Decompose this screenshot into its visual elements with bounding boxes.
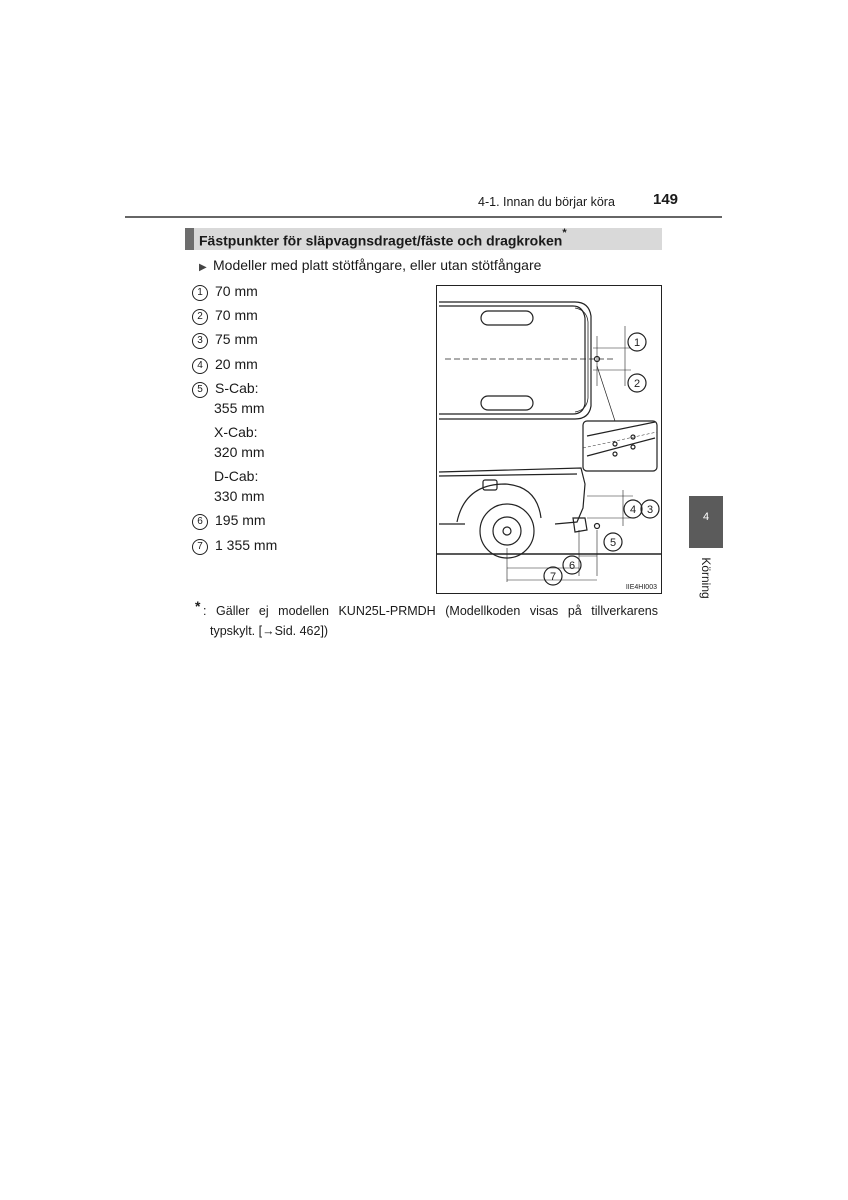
subheading <box>199 257 541 273</box>
section-title-marker: * <box>562 227 567 239</box>
circled-number: 4 <box>192 358 208 374</box>
item-continuation: 320 mm <box>214 444 265 460</box>
chapter-tab <box>689 496 723 548</box>
list-item <box>192 329 258 349</box>
item-text: 75 mm <box>215 331 258 347</box>
subheading-text: Modeller med platt stötfångare, eller utan stötfångare <box>213 257 542 273</box>
footnote-line-2: typskylt. [→Sid. 462]) <box>210 624 329 638</box>
item-text: S-Cab: <box>215 380 259 396</box>
section-title-bar <box>185 228 662 250</box>
callout-label: 6 <box>568 560 576 572</box>
footnote-marker: * <box>195 598 201 614</box>
item-text: 70 mm <box>215 283 258 299</box>
item-continuation: 355 mm <box>214 400 265 416</box>
chapter-label: Körning <box>699 557 713 599</box>
item-continuation: X-Cab: <box>214 424 258 440</box>
page-number: 149 <box>653 191 679 208</box>
section-title-text: Fästpunkter för släpvagnsdraget/fäste och dragkroken <box>199 232 563 249</box>
callout-label: 1 <box>633 337 641 349</box>
list-item <box>192 305 258 325</box>
circled-number: 1 <box>192 285 208 301</box>
item-text: 1 355 mm <box>215 537 278 553</box>
item-text: 70 mm <box>215 307 258 323</box>
footnote <box>203 601 658 641</box>
list-item <box>192 535 277 555</box>
running-header: 4-1. Innan du börjar köra <box>478 195 615 209</box>
circled-number: 2 <box>192 309 208 325</box>
item-text: 20 mm <box>215 356 258 372</box>
item-text: 195 mm <box>215 512 266 528</box>
list-item <box>192 281 258 301</box>
list-item <box>192 378 259 398</box>
callout-label: 4 <box>629 504 637 516</box>
circled-number: 3 <box>192 333 208 349</box>
triangle-bullet-icon: ▶ <box>199 262 207 273</box>
callout-label: 5 <box>609 537 617 549</box>
list-item <box>192 354 258 374</box>
circled-number: 5 <box>192 382 208 398</box>
tow-hitch-diagram <box>436 285 662 594</box>
list-item <box>192 510 266 530</box>
item-continuation: D-Cab: <box>214 468 259 484</box>
figure-code: IIE4HI003 <box>625 584 657 591</box>
circled-number: 7 <box>192 539 208 555</box>
footnote-line-1: : Gäller ej modellen KUN25L-PRMDH (Modellkoden visas på tillverkarens <box>203 604 658 618</box>
callout-label: 7 <box>549 571 557 583</box>
chapter-number: 4 <box>702 511 710 523</box>
tow-hitch-drawing <box>437 286 661 593</box>
item-continuation: 330 mm <box>214 488 265 504</box>
section-title <box>199 227 567 249</box>
callout-label: 3 <box>646 504 654 516</box>
callout-label: 2 <box>633 378 641 390</box>
circled-number: 6 <box>192 514 208 530</box>
header-rule <box>125 216 722 218</box>
